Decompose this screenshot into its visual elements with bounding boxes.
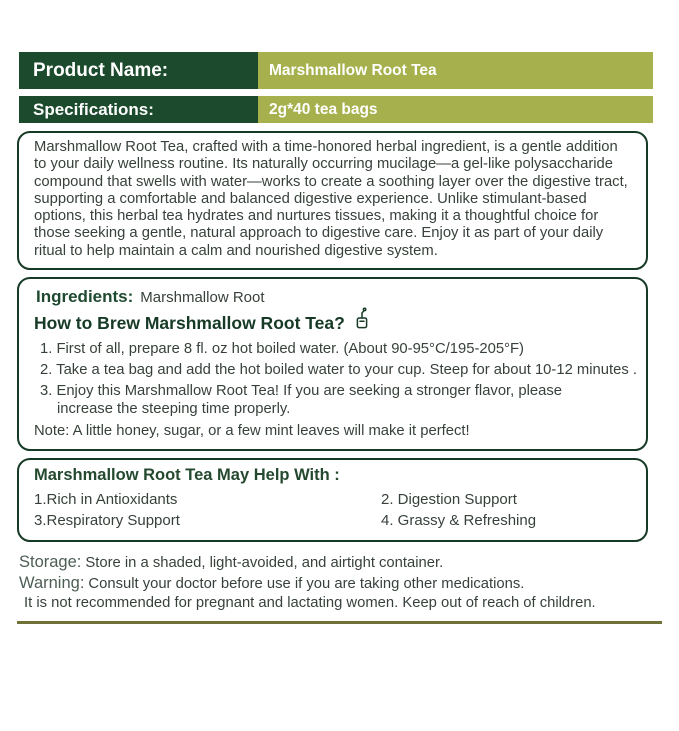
storage-warning-section — [19, 553, 667, 613]
how-to-brew-heading — [34, 311, 634, 335]
brew-step-1: 1. First of all, prepare 8 fl. oz hot boiled water. (About 90-95°C/195-205°F) — [40, 341, 524, 358]
warning-line-2: It is not recommended for pregnant and lactating women. Keep out of reach of children. — [24, 594, 596, 611]
brew-box — [17, 277, 648, 451]
storage-line — [19, 553, 667, 573]
warning-text: Consult your doctor before use if you are taking other medications. — [88, 575, 525, 592]
description-box — [17, 131, 648, 270]
tea-bag-icon — [354, 307, 370, 335]
brew-step-2: 2. Take a tea bag and add the hot boiled water to your cup. Steep for about 10-12 minutes . — [40, 362, 637, 379]
benefits-title: Marshmallow Root Tea May Help With : — [34, 466, 340, 485]
benefit-item-1: 1.Rich in Antioxidants — [34, 491, 178, 509]
product-label-page — [0, 52, 679, 731]
specifications-label: Specifications: — [19, 96, 258, 123]
benefits-box — [17, 458, 648, 542]
ingredients-value: Marshmallow Root — [140, 289, 265, 307]
brew-step-3: 3. Enjoy this Marshmallow Root Tea! If you are seeking a stronger flavor, please increase the steeping time properly. — [40, 383, 562, 418]
storage-label: Storage: — [19, 553, 82, 572]
benefit-item-2: 2. Digestion Support — [381, 491, 517, 509]
product-name-label: Product Name: — [19, 52, 258, 89]
benefit-item-3: 3.Respiratory Support — [34, 512, 180, 530]
ingredients-label: Ingredients: — [36, 287, 134, 307]
warning-line — [19, 574, 667, 594]
bottom-divider — [17, 621, 662, 624]
ingredients-line — [36, 288, 634, 307]
how-to-brew-title: How to Brew Marshmallow Root Tea? — [34, 313, 345, 334]
description-text: Marshmallow Root Tea, crafted with a time-honored herbal ingredient, is a gentle addition to your daily wellness routine. Its naturally occurring mucilage—a gel-like polysaccharide compound that swells with water—works to create a soothing layer over the digestive tract, supporting a comfortable and balanced digestive experience. Unlike stimulant-based options, this herbal tea hydrates and nurtures tissues, making it a thoughtful choice for those seeking a gentle, natural approach to digestive care. Enjoy it as part of your daily ritual to help maintain a calm and nourished digestive system. — [34, 139, 628, 259]
warning-label: Warning: — [19, 573, 85, 592]
benefits-grid — [34, 490, 634, 530]
benefit-item-4: 4. Grassy & Refreshing — [381, 512, 537, 530]
product-name-value: Marshmallow Root Tea — [258, 52, 653, 89]
specifications-row — [19, 96, 653, 123]
product-name-row — [19, 52, 653, 89]
specifications-value: 2g*40 tea bags — [258, 96, 653, 123]
storage-text: Store in a shaded, light-avoided, and airtight container. — [85, 555, 444, 572]
brew-note: Note: A little honey, sugar, or a few mint leaves will make it perfect! — [34, 423, 470, 440]
